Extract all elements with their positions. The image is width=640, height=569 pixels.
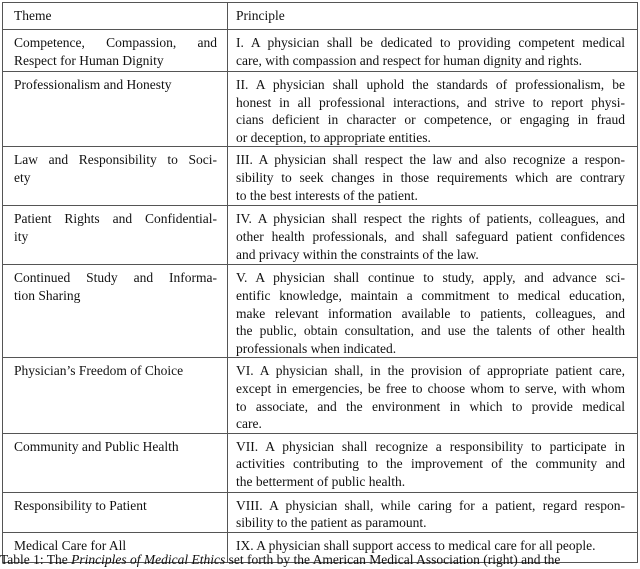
principle-line: except in emergencies, be free to choose whom to serve, with whom — [236, 380, 625, 396]
theme-line: tion Sharing — [14, 287, 81, 303]
theme-cell — [3, 358, 228, 432]
principle-line: cians deficient in character or competence, or engaging in fraud — [236, 112, 625, 128]
principle-line: II. A physician shall uphold the standards of professionalism, be — [236, 77, 625, 92]
principle-line: sibility to seek changes in those requirements which are contrary — [236, 169, 625, 185]
principle-line: the betterment of public health. — [236, 473, 406, 489]
theme-line: Patient Rights and Confidential- — [14, 211, 217, 227]
principle-cell — [228, 434, 637, 492]
principle-cell — [228, 493, 637, 532]
theme-line: Competence, Compassion, and — [14, 35, 217, 50]
theme-cell — [3, 434, 228, 492]
principle-line: IV. A physician shall respect the rights of patients, colleagues, and — [236, 211, 625, 227]
principle-line: to associate, and the environment in which to provide medical — [236, 398, 625, 414]
ethics-table — [2, 2, 638, 563]
theme-cell — [3, 30, 228, 71]
table-row — [3, 72, 637, 147]
principle-line: honest in all professional interactions, and strive to report physi- — [236, 94, 625, 110]
principle-line: and privacy within the constraints of the law. — [236, 246, 479, 262]
theme-cell — [3, 493, 228, 532]
principle-line: sibility to the patient as paramount. — [236, 515, 427, 531]
principle-cell — [228, 265, 637, 357]
theme-line: Continued Study and Informa- — [14, 270, 217, 286]
principle-line: activities contributing to the improvement of the community and — [236, 456, 625, 472]
principle-line: entific knowledge, maintain a commitment to medical education, — [236, 287, 625, 303]
theme-cell — [3, 72, 228, 146]
table-row — [3, 265, 637, 358]
theme-line: Professionalism and Honesty — [14, 77, 172, 92]
principle-line: or deception, to appropriate entities. — [236, 129, 431, 145]
theme-line: Community and Public Health — [14, 438, 179, 454]
principle-line: professionals when indicated. — [236, 340, 397, 356]
table-row — [3, 434, 637, 493]
principle-line: to the best interests of the patient. — [236, 187, 418, 203]
theme-line: ety — [14, 169, 31, 185]
principle-cell — [228, 206, 637, 264]
header-theme: Theme — [14, 8, 52, 23]
table-header-row — [3, 3, 637, 30]
theme-cell — [3, 206, 228, 264]
theme-line: Responsibility to Patient — [14, 497, 147, 513]
principle-line: care. — [236, 416, 262, 432]
principle-line: care, with compassion and respect for human dignity and rights. — [236, 52, 583, 68]
principle-line: III. A physician shall respect the law and also recognize a respon- — [236, 152, 625, 168]
principle-line: IX. A physician shall support access to medical care for all people. — [236, 537, 596, 553]
table-row — [3, 30, 637, 72]
principle-line: VIII. A physician shall, while caring for a patient, regard respon- — [236, 497, 625, 513]
theme-line: ity — [14, 228, 29, 244]
principle-line: VI. A physician shall, in the provision of appropriate patient care, — [236, 363, 625, 379]
principle-line: V. A physician shall continue to study, apply, and advance sci- — [236, 270, 625, 286]
principle-line: I. A physician shall be dedicated to providing competent medical — [236, 35, 625, 50]
caption-italic: Principles of Medical Ethics — [71, 552, 226, 567]
principle-line: VII. A physician shall recognize a responsibility to participate in — [236, 438, 625, 454]
table-row — [3, 206, 637, 265]
principle-cell — [228, 30, 637, 71]
table-row — [3, 147, 637, 206]
theme-line: Physician’s Freedom of Choice — [14, 363, 184, 379]
principle-line: the public, obtain consultation, and use the talents of other health — [236, 323, 625, 339]
principle-cell — [228, 72, 637, 146]
theme-cell — [3, 265, 228, 357]
principle-line: make relevant information available to patients, colleagues, and — [236, 305, 625, 321]
table-row — [3, 493, 637, 533]
principle-cell — [228, 147, 637, 205]
table-caption: Table 1: The Principles of Medical Ethics set forth by the American Medical Association (right) and the — [0, 552, 561, 567]
theme-line: Law and Responsibility to Soci- — [14, 152, 217, 168]
theme-line: Medical Care for All — [14, 537, 127, 553]
theme-line: Respect for Human Dignity — [14, 52, 164, 68]
table-row — [3, 358, 637, 433]
principle-cell — [228, 358, 637, 432]
principle-line: other health professionals, and shall safeguard patient confidences — [236, 228, 625, 244]
theme-cell — [3, 147, 228, 205]
header-principle: Principle — [236, 8, 285, 23]
